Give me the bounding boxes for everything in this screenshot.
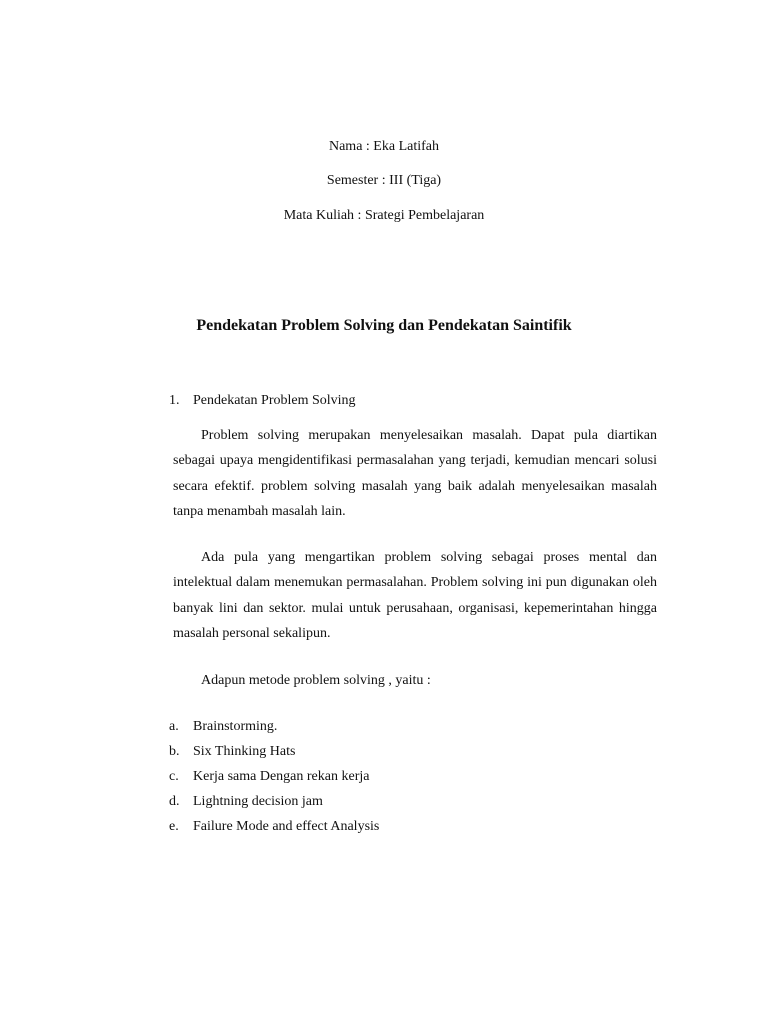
paragraph-mental-process: Ada pula yang mengartikan problem solving sebagai proses mental dan intelektual dalam menemukan permasalahan. Problem solving ini pun digunakan oleh banyak lini dan sektor. mulai untuk perusahaan, organisasi, kepemerintahan hingga masalah personal sekalipun. bbox=[173, 550, 657, 641]
list-item-text: Brainstorming. bbox=[193, 719, 278, 734]
section-number: 1. bbox=[169, 393, 180, 408]
methods-list bbox=[169, 718, 379, 843]
paragraph-methods-intro: Adapun metode problem solving , yaitu : bbox=[201, 673, 431, 688]
list-item bbox=[169, 743, 379, 768]
list-item bbox=[169, 818, 379, 843]
section-heading-text: Pendekatan Problem Solving bbox=[193, 393, 356, 408]
list-marker: d. bbox=[169, 794, 180, 809]
student-name: Nama : Eka Latifah bbox=[328, 139, 439, 154]
course-line: Mata Kuliah : Srategi Pembelajaran bbox=[283, 208, 485, 223]
list-marker: c. bbox=[169, 769, 179, 784]
list-item-text: Kerja sama Dengan rekan kerja bbox=[193, 769, 370, 784]
paragraph-definition: Problem solving merupakan menyelesaikan masalah. Dapat pula diartikan sebagai upaya mengidentifikasi permasalahan yang terjadi, kemudian mencari solusi secara efektif. problem solving masalah yang baik adalah menyelesaikan masalah tanpa menambah masalah lain. bbox=[173, 428, 657, 519]
list-item bbox=[169, 718, 379, 743]
list-item bbox=[169, 768, 379, 793]
list-marker: e. bbox=[169, 819, 179, 834]
semester-line: Semester : III (Tiga) bbox=[326, 173, 442, 188]
section-heading bbox=[169, 392, 356, 410]
list-item-text: Failure Mode and effect Analysis bbox=[193, 819, 380, 834]
list-item-text: Six Thinking Hats bbox=[193, 744, 296, 759]
list-marker: b. bbox=[169, 744, 180, 759]
list-item bbox=[169, 793, 379, 818]
document-title: Pendekatan Problem Solving dan Pendekatan Saintifik bbox=[196, 317, 572, 334]
list-marker: a. bbox=[169, 719, 179, 734]
list-item-text: Lightning decision jam bbox=[193, 794, 323, 809]
